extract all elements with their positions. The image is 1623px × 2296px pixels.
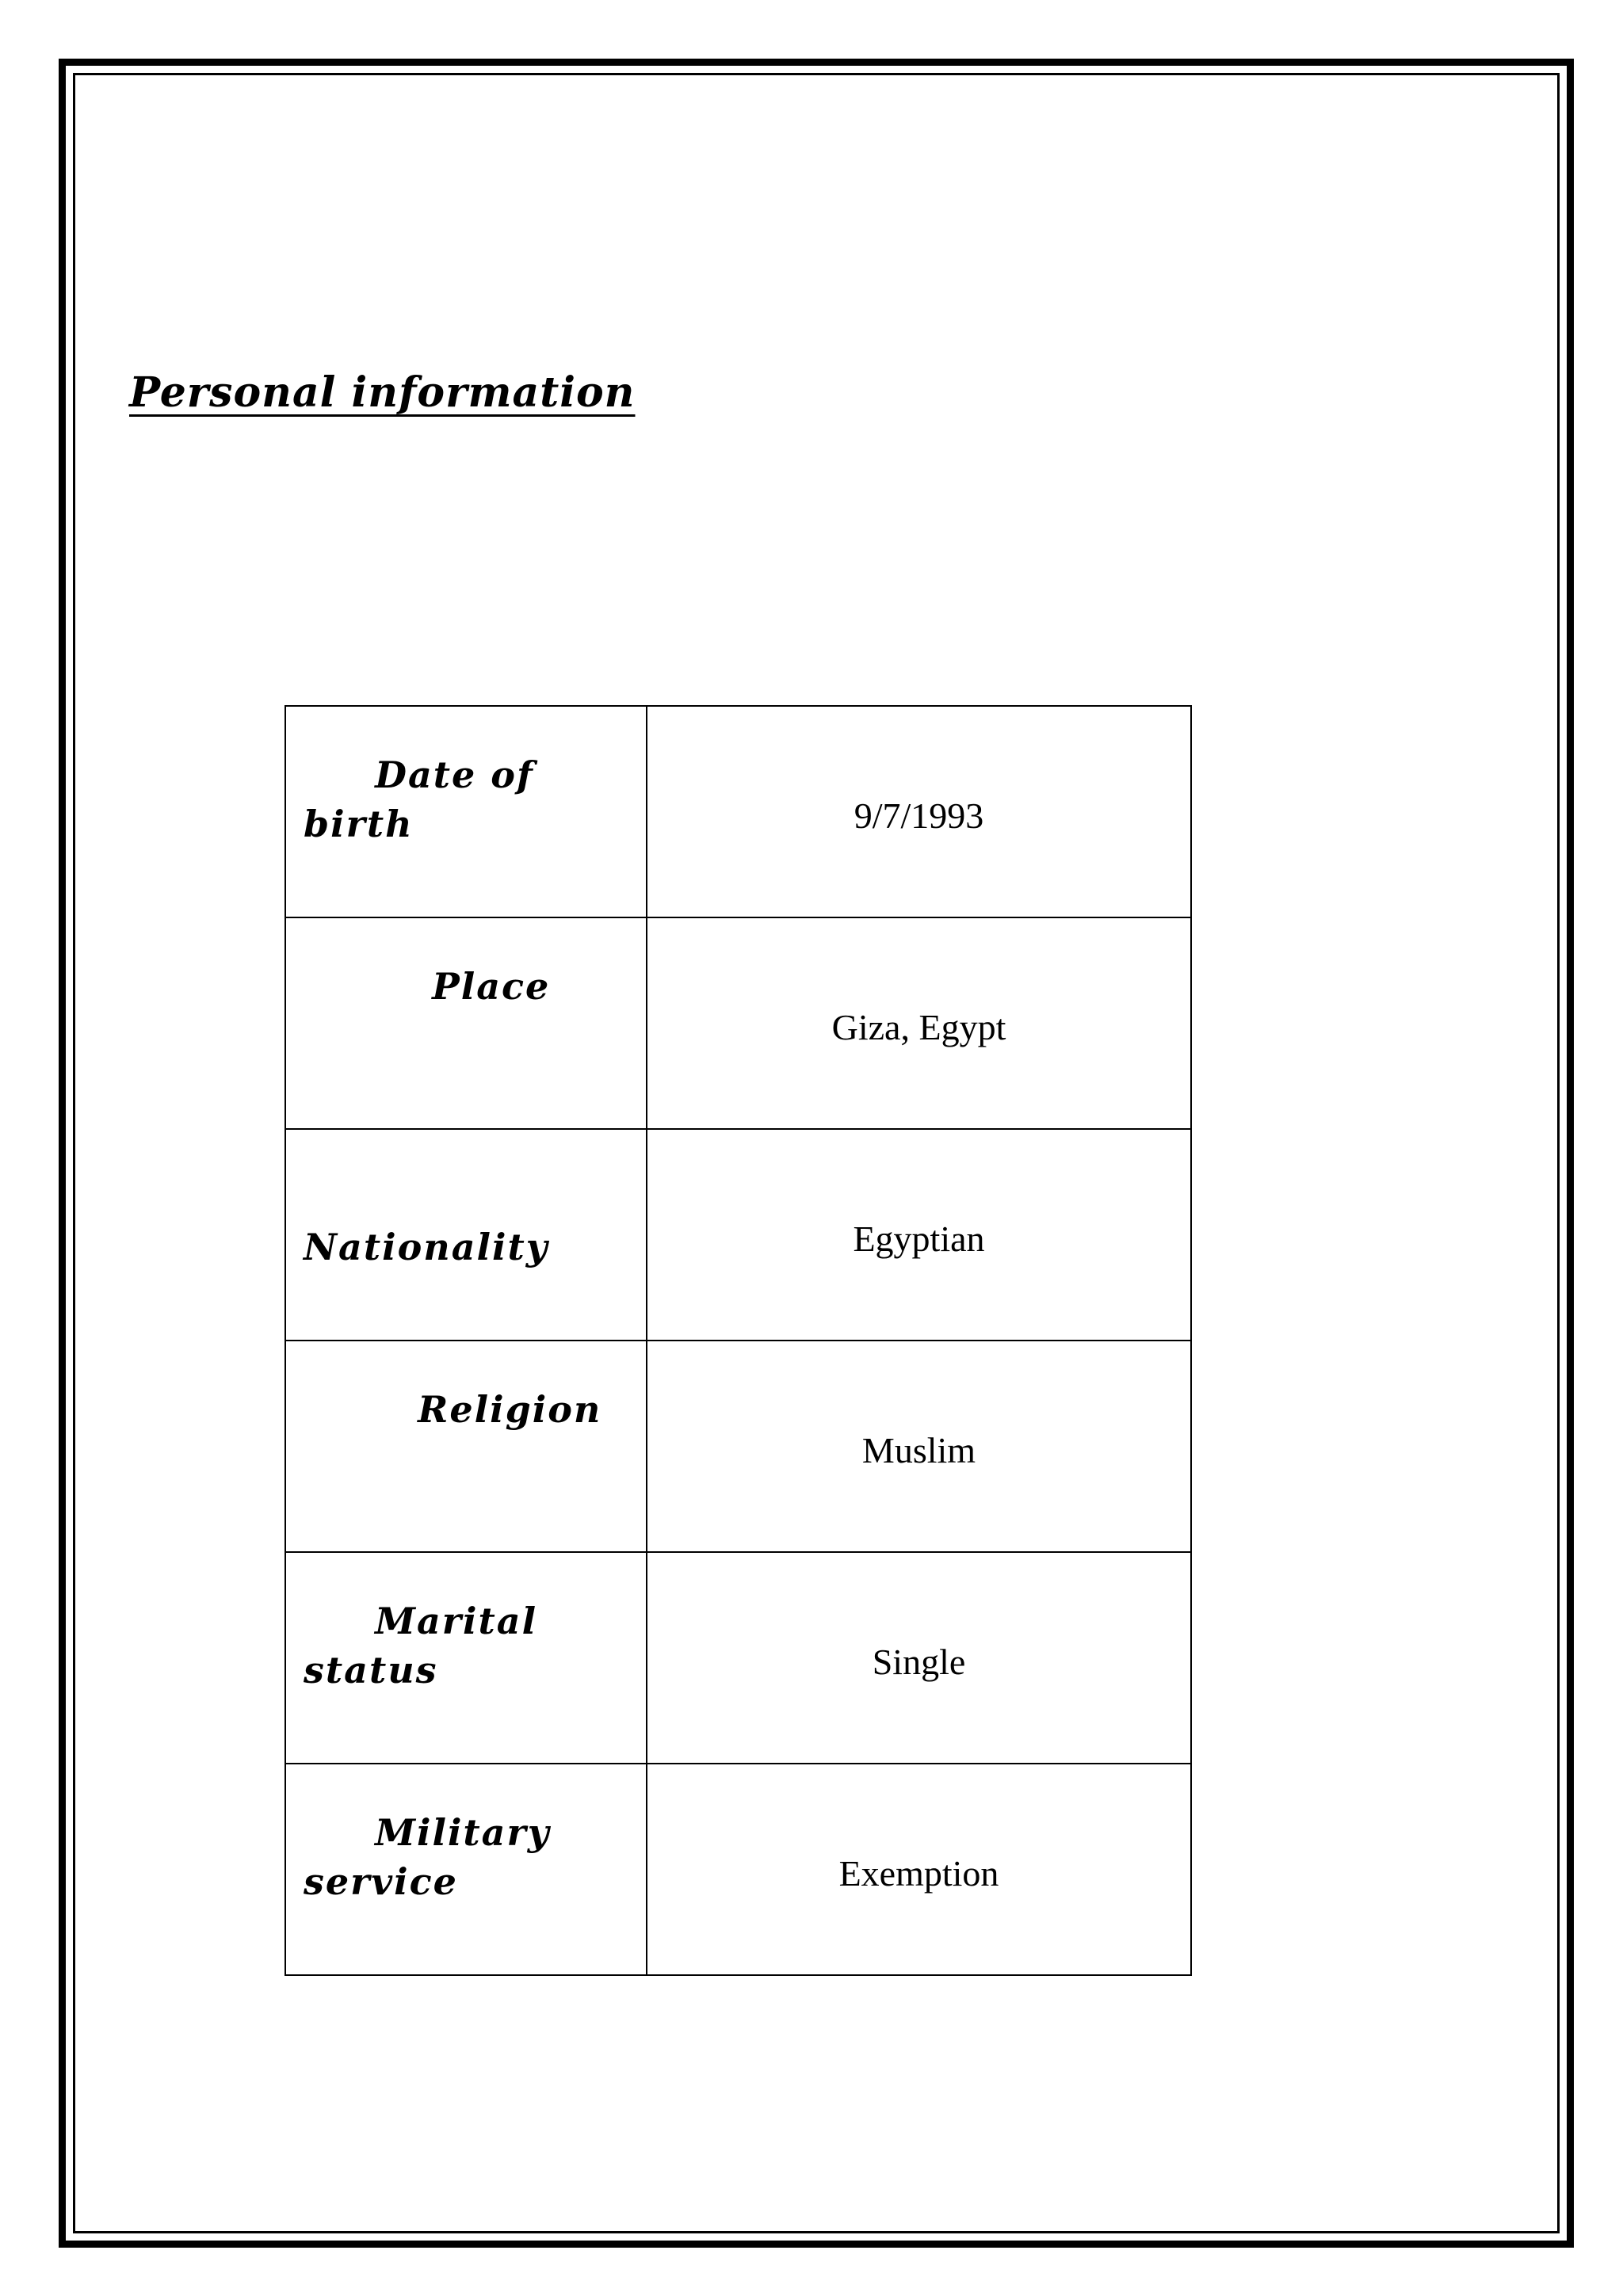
label-cell	[285, 1129, 647, 1341]
label-cell	[285, 706, 647, 917]
label-cell	[285, 1341, 647, 1552]
table-row	[285, 1552, 1191, 1764]
row-label: Military service	[304, 1811, 551, 1903]
label-cell	[285, 1552, 647, 1764]
section-heading: Personal information	[129, 368, 636, 417]
row-value: 9/7/1993	[854, 795, 984, 836]
table-row	[285, 1764, 1191, 1975]
row-label: Marital status	[304, 1600, 538, 1691]
value-cell	[647, 1129, 1191, 1341]
row-label: Date of birth	[304, 753, 548, 845]
personal-info-table	[285, 705, 1192, 1976]
row-value: Exemption	[838, 1853, 999, 1894]
row-value: Egyptian	[853, 1219, 985, 1259]
value-cell	[647, 1341, 1191, 1552]
value-cell	[647, 706, 1191, 917]
table-row	[285, 706, 1191, 917]
row-value: Giza, Egypt	[831, 1007, 1006, 1047]
label-cell	[285, 1764, 647, 1975]
table-row	[285, 1341, 1191, 1552]
value-cell	[647, 1552, 1191, 1764]
value-cell	[647, 1764, 1191, 1975]
table-row	[285, 1129, 1191, 1341]
row-value: Single	[872, 1642, 966, 1682]
row-label: Nationality	[304, 1177, 549, 1268]
table-row	[285, 917, 1191, 1129]
value-cell	[647, 917, 1191, 1129]
label-cell	[285, 917, 647, 1129]
row-label: Place	[304, 965, 551, 1008]
row-label: Religion	[304, 1388, 602, 1431]
row-value: Muslim	[861, 1430, 976, 1470]
